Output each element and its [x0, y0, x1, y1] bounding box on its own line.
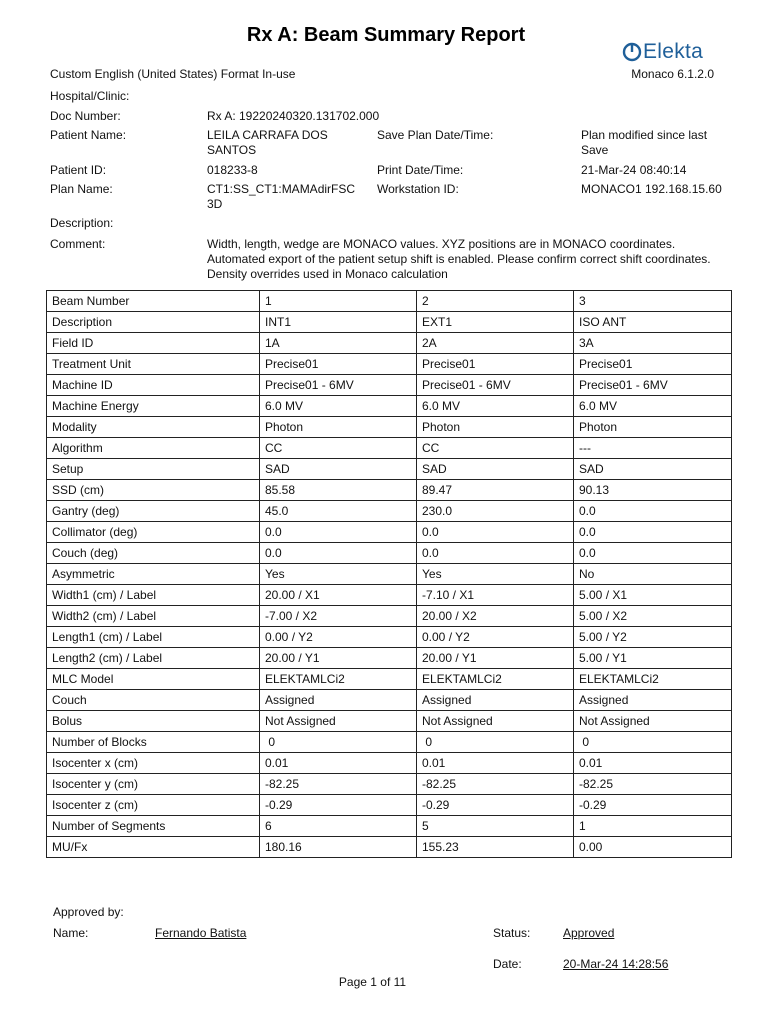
row-label-cell: Field ID: [47, 333, 260, 354]
row-label-cell: Collimator (deg): [47, 522, 260, 543]
table-row: [47, 459, 732, 480]
table-row: [47, 438, 732, 459]
comment-line-1: Width, length, wedge are MONACO values. XYZ positions are in MONACO coordinates.: [207, 237, 676, 251]
beam-1-cell: 0.0: [260, 522, 417, 543]
beam-1-cell: 0.01: [260, 753, 417, 774]
table-row: [47, 291, 732, 312]
comment-value: [207, 237, 711, 282]
beam-2-cell: Assigned: [417, 690, 574, 711]
beam-3-cell: Precise01: [574, 354, 732, 375]
format-note: Custom English (United States) Format In-use: [50, 67, 296, 81]
row-label-cell: Width2 (cm) / Label: [47, 606, 260, 627]
status-label: Status:: [493, 926, 531, 940]
row-label-cell: Algorithm: [47, 438, 260, 459]
beam-3-cell: 3A: [574, 333, 732, 354]
beam-1-cell: 0.00 / Y2: [260, 627, 417, 648]
beam-3-cell: 6.0 MV: [574, 396, 732, 417]
beam-2-cell: 20.00 / X2: [417, 606, 574, 627]
beam-2-cell: 2A: [417, 333, 574, 354]
plan-name-line-2: 3D: [207, 197, 223, 211]
beam-2-cell: 0.00 / Y2: [417, 627, 574, 648]
row-label-cell: Number of Blocks: [47, 732, 260, 753]
beam-2-cell: Precise01: [417, 354, 574, 375]
table-row: [47, 837, 732, 858]
beam-3-cell: No: [574, 564, 732, 585]
row-label-cell: Length2 (cm) / Label: [47, 648, 260, 669]
table-row: [47, 816, 732, 837]
save-plan-label: Save Plan Date/Time:: [377, 128, 494, 142]
beam-1-cell: 6: [260, 816, 417, 837]
table-row: [47, 522, 732, 543]
beam-3-cell: 5.00 / X2: [574, 606, 732, 627]
report-title: Rx A: Beam Summary Report: [246, 24, 526, 46]
beam-1-cell: Precise01 - 6MV: [260, 375, 417, 396]
beam-3-cell: ISO ANT: [574, 312, 732, 333]
row-label-cell: MU/Fx: [47, 837, 260, 858]
approved-by-label: Approved by:: [53, 905, 124, 919]
beam-3-cell: Not Assigned: [574, 711, 732, 732]
beam-3-cell: 5.00 / X1: [574, 585, 732, 606]
row-label-cell: SSD (cm): [47, 480, 260, 501]
logo-text: Elekta: [643, 40, 704, 63]
beam-1-cell: -82.25: [260, 774, 417, 795]
patient-name-label: Patient Name:: [50, 128, 127, 142]
patient-name-line-2: SANTOS: [207, 143, 257, 157]
patient-name-line-1: LEILA CARRAFA DOS: [207, 128, 328, 142]
beam-2-cell: -7.10 / X1: [417, 585, 574, 606]
beam-2-cell: 0.0: [417, 522, 574, 543]
table-row: [47, 753, 732, 774]
beam-1-cell: 6.0 MV: [260, 396, 417, 417]
beam-3-cell: 1: [574, 816, 732, 837]
row-label-cell: Length1 (cm) / Label: [47, 627, 260, 648]
beam-3-cell: ELEKTAMLCi2: [574, 669, 732, 690]
beam-1-cell: 20.00 / X1: [260, 585, 417, 606]
row-label-cell: MLC Model: [47, 669, 260, 690]
beam-2-cell: CC: [417, 438, 574, 459]
table-row: [47, 375, 732, 396]
beam-3-cell: 0.00: [574, 837, 732, 858]
table-row: [47, 690, 732, 711]
beam-summary-table: [46, 290, 732, 858]
beam-1-cell: 1: [260, 291, 417, 312]
row-label-cell: Bolus: [47, 711, 260, 732]
beam-3-cell: 90.13: [574, 480, 732, 501]
beam-2-cell: 230.0: [417, 501, 574, 522]
beam-3-cell: -0.29: [574, 795, 732, 816]
page-indicator: Page 1 of 11: [338, 975, 407, 989]
beam-2-cell: 155.23: [417, 837, 574, 858]
beam-3-cell: 5.00 / Y2: [574, 627, 732, 648]
table-row: [47, 774, 732, 795]
table-row: [47, 585, 732, 606]
patient-id-value: 018233-8: [207, 163, 258, 177]
beam-2-cell: Yes: [417, 564, 574, 585]
beam-1-cell: ELEKTAMLCi2: [260, 669, 417, 690]
beam-2-cell: 89.47: [417, 480, 574, 501]
row-label-cell: Modality: [47, 417, 260, 438]
beam-2-cell: 2: [417, 291, 574, 312]
beam-1-cell: Yes: [260, 564, 417, 585]
beam-2-cell: 0.01: [417, 753, 574, 774]
description-label: Description:: [50, 216, 114, 230]
beam-3-cell: -82.25: [574, 774, 732, 795]
beam-1-cell: 0.0: [260, 543, 417, 564]
row-label-cell: Isocenter y (cm): [47, 774, 260, 795]
table-row: [47, 627, 732, 648]
table-row: [47, 333, 732, 354]
beam-1-cell: 45.0: [260, 501, 417, 522]
table-row: [47, 396, 732, 417]
beam-2-cell: Precise01 - 6MV: [417, 375, 574, 396]
row-label-cell: Isocenter z (cm): [47, 795, 260, 816]
row-label-cell: Isocenter x (cm): [47, 753, 260, 774]
row-label-cell: Treatment Unit: [47, 354, 260, 375]
status-value: Approved: [563, 926, 615, 940]
beam-table-body: [47, 291, 732, 858]
date-label: Date:: [493, 957, 522, 971]
beam-1-cell: 85.58: [260, 480, 417, 501]
beam-1-cell: -7.00 / X2: [260, 606, 417, 627]
row-label-cell: Machine ID: [47, 375, 260, 396]
save-plan-value: [581, 128, 707, 158]
row-label-cell: Number of Segments: [47, 816, 260, 837]
approver-name-label: Name:: [53, 926, 89, 940]
beam-1-cell: 180.16: [260, 837, 417, 858]
beam-2-cell: 0.0: [417, 543, 574, 564]
beam-1-cell: Photon: [260, 417, 417, 438]
workstation-label: Workstation ID:: [377, 182, 459, 196]
beam-1-cell: 20.00 / Y1: [260, 648, 417, 669]
beam-2-cell: EXT1: [417, 312, 574, 333]
hospital-label: Hospital/Clinic:: [50, 89, 130, 103]
approver-name-value: Fernando Batista: [155, 926, 247, 940]
beam-3-cell: 0.0: [574, 501, 732, 522]
beam-3-cell: 0.01: [574, 753, 732, 774]
elekta-logo: [622, 40, 703, 64]
beam-3-cell: 0.0: [574, 522, 732, 543]
row-label-cell: Couch (deg): [47, 543, 260, 564]
beam-3-cell: Precise01 - 6MV: [574, 375, 732, 396]
table-row: [47, 564, 732, 585]
beam-3-cell: Photon: [574, 417, 732, 438]
plan-name-value: [207, 182, 355, 212]
save-plan-line-2: Save: [581, 143, 609, 157]
beam-2-cell: 20.00 / Y1: [417, 648, 574, 669]
doc-number-value: Rx A: 19220240320.131702.000: [207, 109, 380, 123]
beam-2-cell: Not Assigned: [417, 711, 574, 732]
beam-1-cell: SAD: [260, 459, 417, 480]
beam-3-cell: 5.00 / Y1: [574, 648, 732, 669]
elekta-logo-icon: [622, 41, 642, 63]
beam-3-cell: 3: [574, 291, 732, 312]
table-row: [47, 312, 732, 333]
workstation-value: MONACO1 192.168.15.60: [581, 182, 722, 196]
comment-line-3: Density overrides used in Monaco calculation: [207, 267, 448, 281]
beam-1-cell: Not Assigned: [260, 711, 417, 732]
comment-line-2: Automated export of the patient setup shift is enabled. Please confirm correct shift coordinates.: [207, 252, 711, 266]
beam-1-cell: INT1: [260, 312, 417, 333]
row-label-cell: Couch: [47, 690, 260, 711]
save-plan-line-1: Plan modified since last: [581, 128, 708, 142]
beam-2-cell: -0.29: [417, 795, 574, 816]
beam-2-cell: 6.0 MV: [417, 396, 574, 417]
beam-1-cell: -0.29: [260, 795, 417, 816]
plan-name-label: Plan Name:: [50, 182, 113, 196]
beam-2-cell: 5: [417, 816, 574, 837]
date-value: 20-Mar-24 14:28:56: [563, 957, 669, 971]
row-label-cell: Width1 (cm) / Label: [47, 585, 260, 606]
table-row: [47, 354, 732, 375]
table-row: [47, 669, 732, 690]
table-row: [47, 606, 732, 627]
beam-3-cell: 0: [574, 732, 732, 753]
beam-3-cell: 0.0: [574, 543, 732, 564]
software-version: Monaco 6.1.2.0: [631, 67, 714, 81]
beam-3-cell: Assigned: [574, 690, 732, 711]
table-row: [47, 501, 732, 522]
table-row: [47, 711, 732, 732]
print-date-label: Print Date/Time:: [377, 163, 464, 177]
table-row: [47, 480, 732, 501]
beam-1-cell: 0: [260, 732, 417, 753]
table-row: [47, 543, 732, 564]
doc-number-label: Doc Number:: [50, 109, 121, 123]
beam-1-cell: Assigned: [260, 690, 417, 711]
beam-2-cell: ELEKTAMLCi2: [417, 669, 574, 690]
beam-1-cell: Precise01: [260, 354, 417, 375]
plan-name-line-1: CT1:SS_CT1:MAMAdirFSC: [207, 182, 356, 196]
row-label-cell: Machine Energy: [47, 396, 260, 417]
beam-2-cell: Photon: [417, 417, 574, 438]
table-row: [47, 795, 732, 816]
beam-1-cell: CC: [260, 438, 417, 459]
row-label-cell: Asymmetric: [47, 564, 260, 585]
patient-id-label: Patient ID:: [50, 163, 107, 177]
beam-3-cell: ---: [574, 438, 732, 459]
row-label-cell: Description: [47, 312, 260, 333]
patient-name-value: [207, 128, 328, 158]
print-date-value: 21-Mar-24 08:40:14: [581, 163, 687, 177]
table-row: [47, 417, 732, 438]
beam-2-cell: -82.25: [417, 774, 574, 795]
row-label-cell: Beam Number: [47, 291, 260, 312]
beam-1-cell: 1A: [260, 333, 417, 354]
beam-2-cell: SAD: [417, 459, 574, 480]
row-label-cell: Gantry (deg): [47, 501, 260, 522]
table-row: [47, 648, 732, 669]
beam-3-cell: SAD: [574, 459, 732, 480]
beam-2-cell: 0: [417, 732, 574, 753]
row-label-cell: Setup: [47, 459, 260, 480]
table-row: [47, 732, 732, 753]
comment-label: Comment:: [50, 237, 106, 251]
